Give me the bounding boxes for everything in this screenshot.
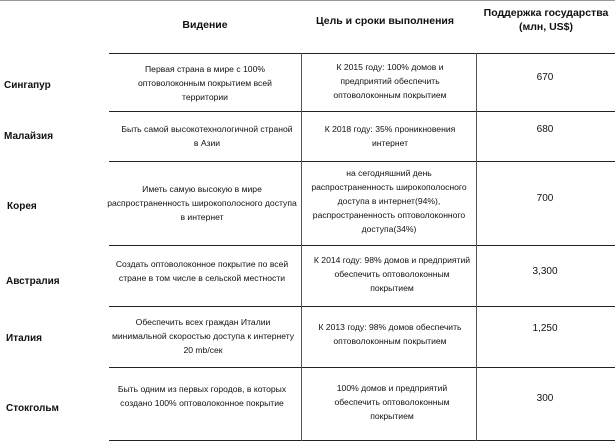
vision-cell: Обеспечить всех граждан Италии минимальной скоростью доступа к интернету 20 mb/сек [111,317,295,355]
row-divider [109,245,615,246]
goal-cell: К 2014 году: 98% домов и предприятий обеспечить оптоволоконным покрытием [313,255,471,293]
header-vision: Видение [182,19,228,31]
vision-cell: Первая страна в мире с 100% оптоволоконным покрытием всей территории [138,64,272,102]
row-divider [109,53,615,54]
row-divider [109,306,615,307]
row-divider [109,440,615,441]
goal-cell: на сегодняшний день распространенность широкополосного доступа в интернет(94%), распространенность оптоволоконного доступа(34%) [311,168,467,234]
goal-cell: 100% домов и предприятий обеспечить оптоволоконным покрытием [334,383,450,421]
country-name: Италия [6,333,42,344]
header-goals: Цель и сроки выполнения [315,15,455,27]
row-divider [109,161,615,162]
country-name: Сингапур [4,80,51,91]
support-value: 300 [536,393,554,404]
country-name: Малайзия [4,131,54,142]
country-name: Стокгольм [6,403,59,414]
goal-cell: К 2013 году: 98% домов обеспечить оптоволоконным покрытием [318,322,462,346]
vision-cell: Иметь самую высокую в мире распространенность широкополосного доступа в интернет [107,184,297,222]
header-support: Поддержка государства (млн, US$) [483,7,609,33]
country-name: Австралия [6,276,60,287]
support-value: 670 [536,72,554,83]
row-divider [109,111,615,112]
top-border [0,0,615,1]
support-value: 3,300 [532,266,558,277]
goal-cell: К 2015 году: 100% домов и предприятий обеспечить оптоволоконным покрытием [333,62,447,100]
support-value: 1,250 [532,323,558,334]
vision-cell: Быть одним из первых городов, в которых создано 100% оптоволоконное покрытие [117,384,287,408]
row-divider [109,367,615,368]
goal-cell: К 2018 году: 35% проникновения интернет [324,124,456,148]
support-value: 700 [536,193,554,204]
column-divider [476,53,477,441]
vision-cell: Создать оптоволоконное покрытие по всей стране в том числе в сельской местности [115,259,289,283]
support-value: 680 [536,124,554,135]
vision-cell: Быть самой высокотехнологичной страной в Азии [121,124,293,148]
column-divider [301,53,302,441]
country-name: Корея [7,201,37,212]
